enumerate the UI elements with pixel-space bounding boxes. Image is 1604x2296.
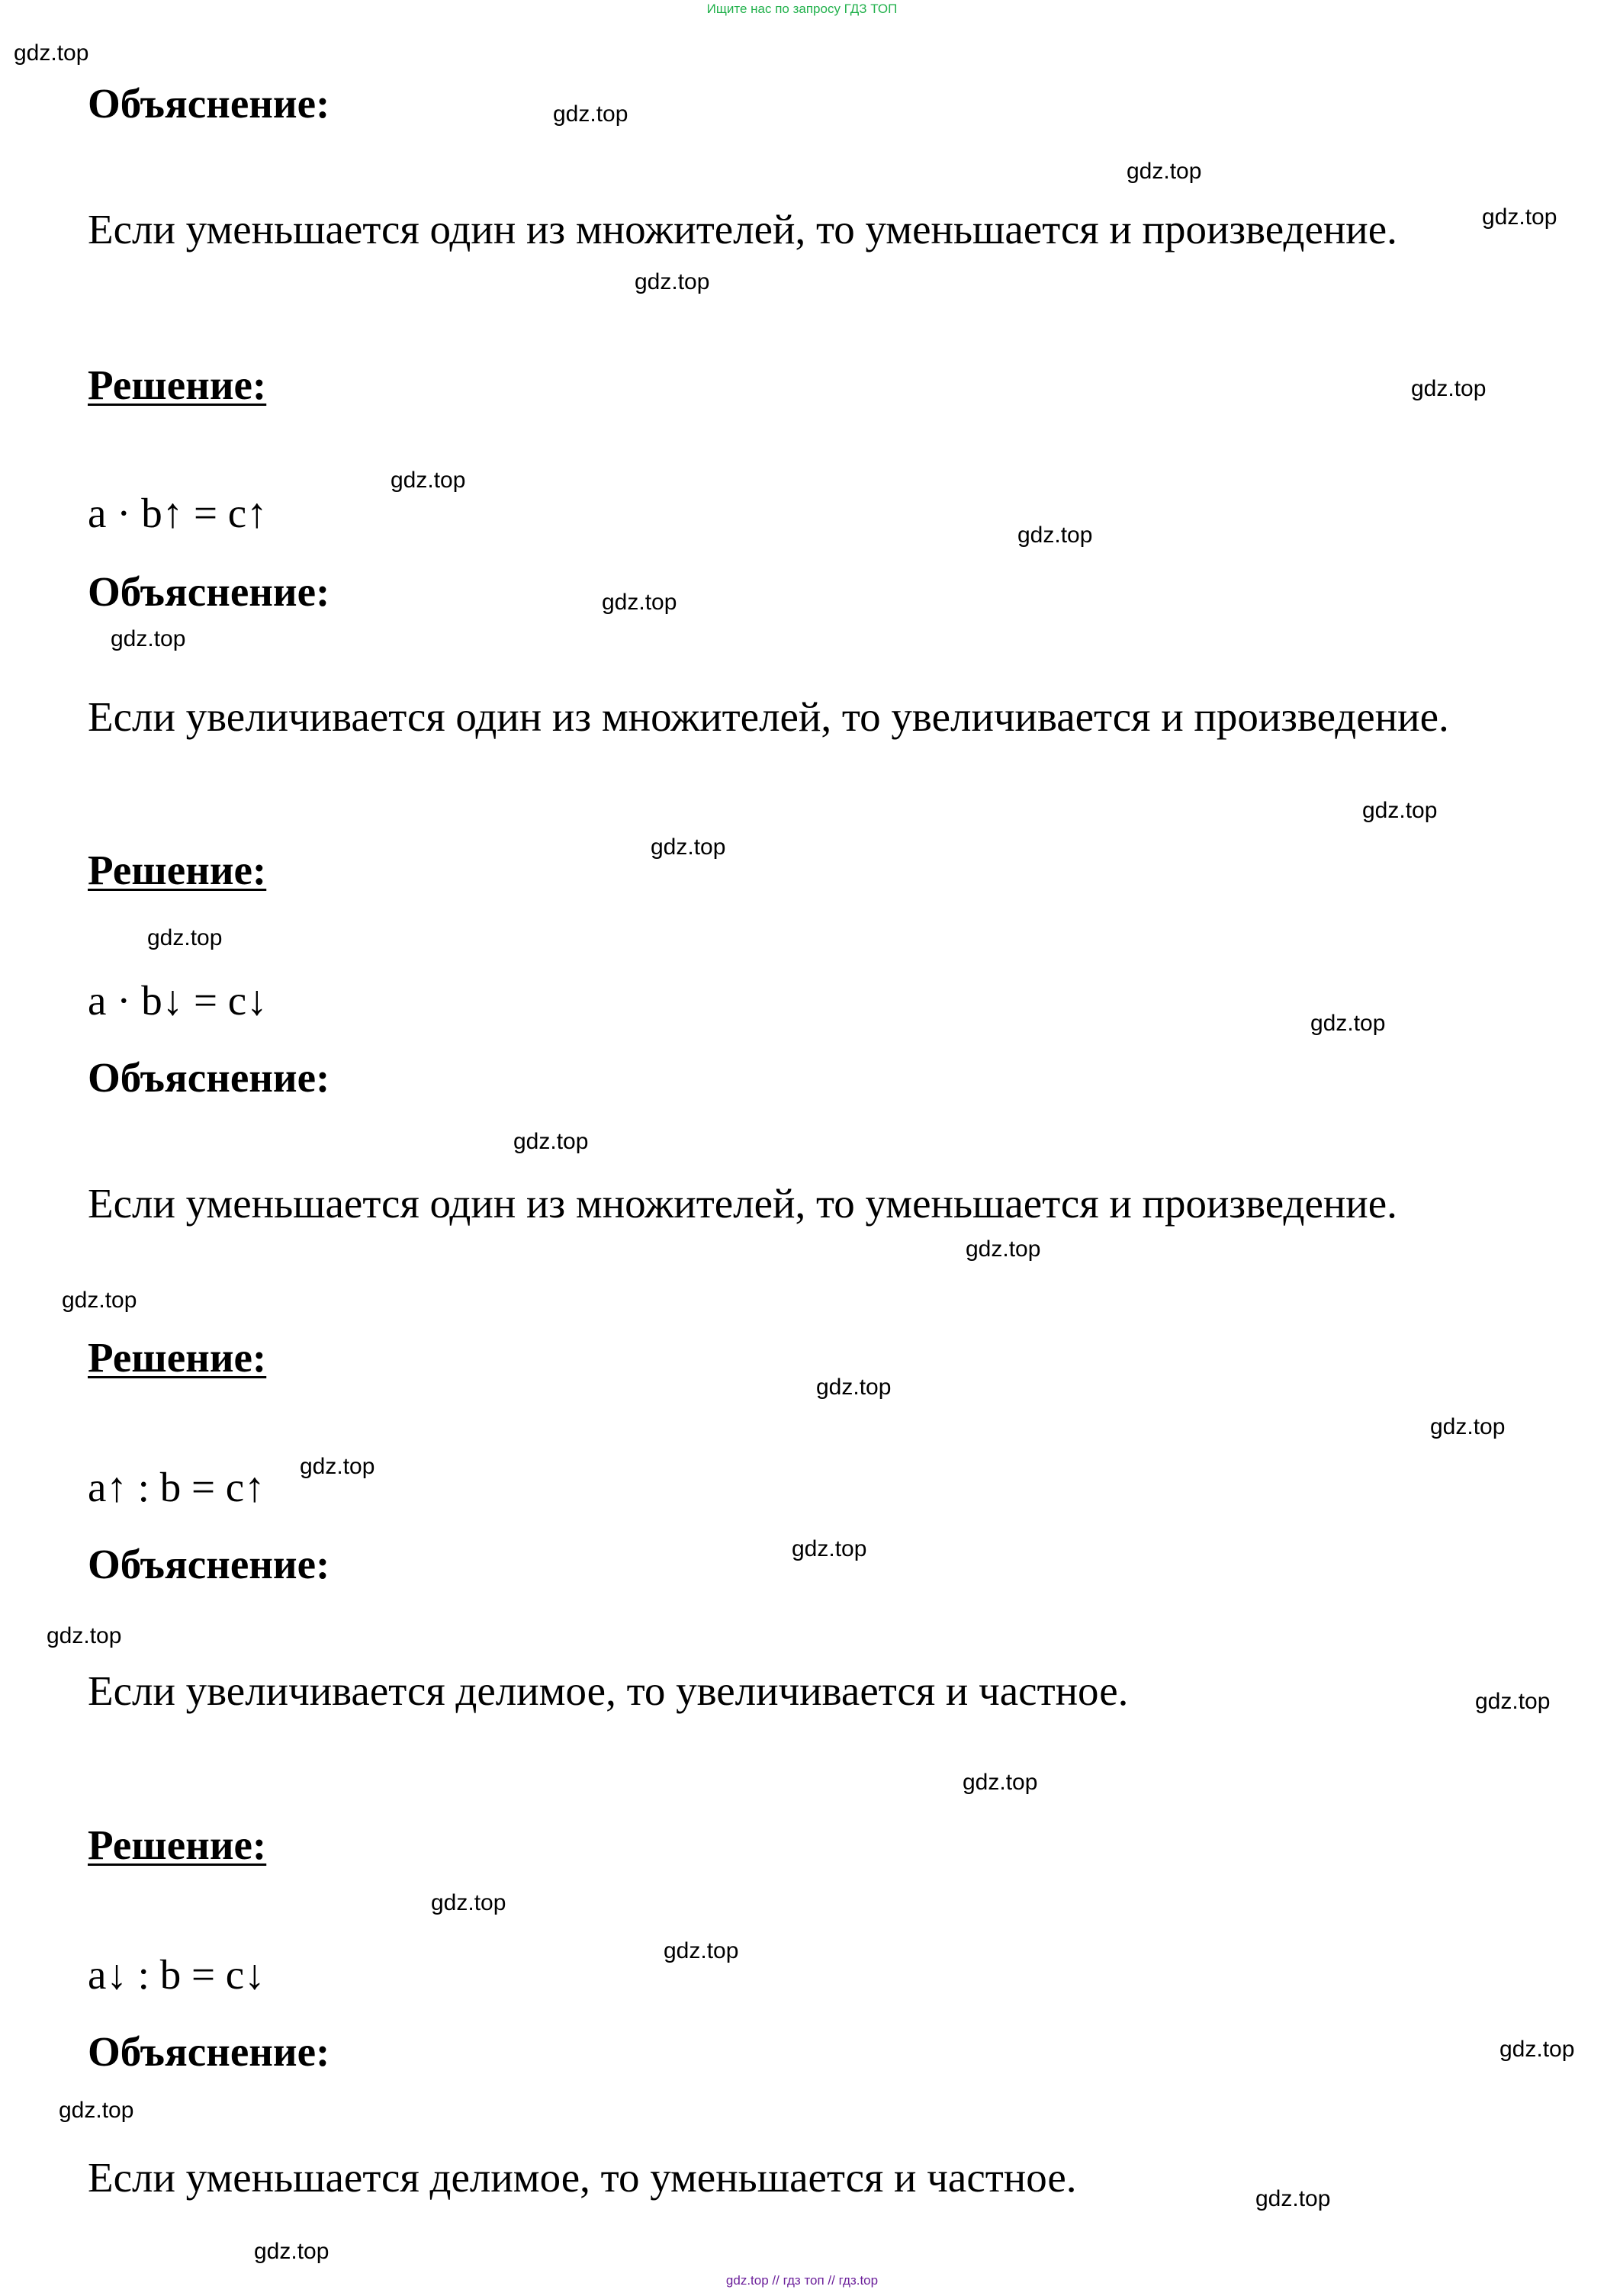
solution-heading: Решение: xyxy=(88,847,267,893)
watermark: gdz.top xyxy=(963,1770,1038,1795)
watermark: gdz.top xyxy=(651,834,726,860)
watermark: gdz.top xyxy=(47,1623,122,1648)
watermark: gdz.top xyxy=(1411,376,1487,401)
watermark: gdz.top xyxy=(513,1129,589,1154)
formula: a · b↑ = c↑ xyxy=(88,490,268,536)
explanation-heading: Объяснение: xyxy=(88,1054,330,1101)
formula: a↓ : b = c↓ xyxy=(88,1951,265,1998)
watermark: gdz.top xyxy=(111,626,186,651)
footer: gdz.top // гдз топ // гдз.top xyxy=(725,2273,879,2288)
watermark: gdz.top xyxy=(300,1454,375,1479)
watermark: gdz.top xyxy=(792,1536,867,1561)
watermark: gdz.top xyxy=(62,1288,137,1313)
explanation-heading: Объяснение: xyxy=(88,1541,330,1587)
watermark: gdz.top xyxy=(602,590,677,615)
watermark: gdz.top xyxy=(14,40,89,66)
watermark: gdz.top xyxy=(1310,1011,1386,1036)
watermark: gdz.top xyxy=(1475,1689,1551,1714)
watermark: gdz.top xyxy=(59,2098,134,2123)
watermark: gdz.top xyxy=(431,1890,506,1915)
watermark: gdz.top xyxy=(966,1236,1041,1262)
watermark: gdz.top xyxy=(1362,798,1438,823)
watermark: gdz.top xyxy=(1255,2186,1331,2211)
solution-heading: Решение: xyxy=(88,362,267,408)
explanation-text: Если увеличивается один из множителей, то увеличивается и произведение. xyxy=(88,693,1449,740)
explanation-heading: Объяснение: xyxy=(88,80,330,127)
watermark: gdz.top xyxy=(553,101,628,127)
watermark: gdz.top xyxy=(1017,523,1093,548)
watermark: gdz.top xyxy=(147,925,223,950)
top-banner: Ищите нас по запросу ГДЗ ТОП xyxy=(706,2,898,16)
watermark: gdz.top xyxy=(1482,204,1557,230)
explanation-heading: Объяснение: xyxy=(88,568,330,615)
watermark: gdz.top xyxy=(1500,2037,1575,2062)
explanation-heading: Объяснение: xyxy=(88,2028,330,2075)
solution-heading: Решение: xyxy=(88,1822,267,1868)
watermark: gdz.top xyxy=(635,269,710,294)
explanation-text: Если уменьшается один из множителей, то уменьшается и произведение. xyxy=(88,206,1397,252)
solution-heading: Решение: xyxy=(88,1334,267,1381)
explanation-text: Если увеличивается делимое, то увеличивается и частное. xyxy=(88,1667,1129,1714)
formula: a↑ : b = c↑ xyxy=(88,1464,265,1510)
watermark: gdz.top xyxy=(254,2239,329,2264)
explanation-text: Если уменьшается делимое, то уменьшается и частное. xyxy=(88,2154,1077,2201)
explanation-text: Если уменьшается один из множителей, то уменьшается и произведение. xyxy=(88,1180,1397,1227)
watermark: gdz.top xyxy=(391,468,466,493)
watermark: gdz.top xyxy=(816,1375,892,1400)
watermark: gdz.top xyxy=(664,1938,739,1963)
formula: a · b↓ = c↓ xyxy=(88,977,268,1024)
watermark: gdz.top xyxy=(1127,159,1202,184)
watermark: gdz.top xyxy=(1430,1414,1506,1439)
